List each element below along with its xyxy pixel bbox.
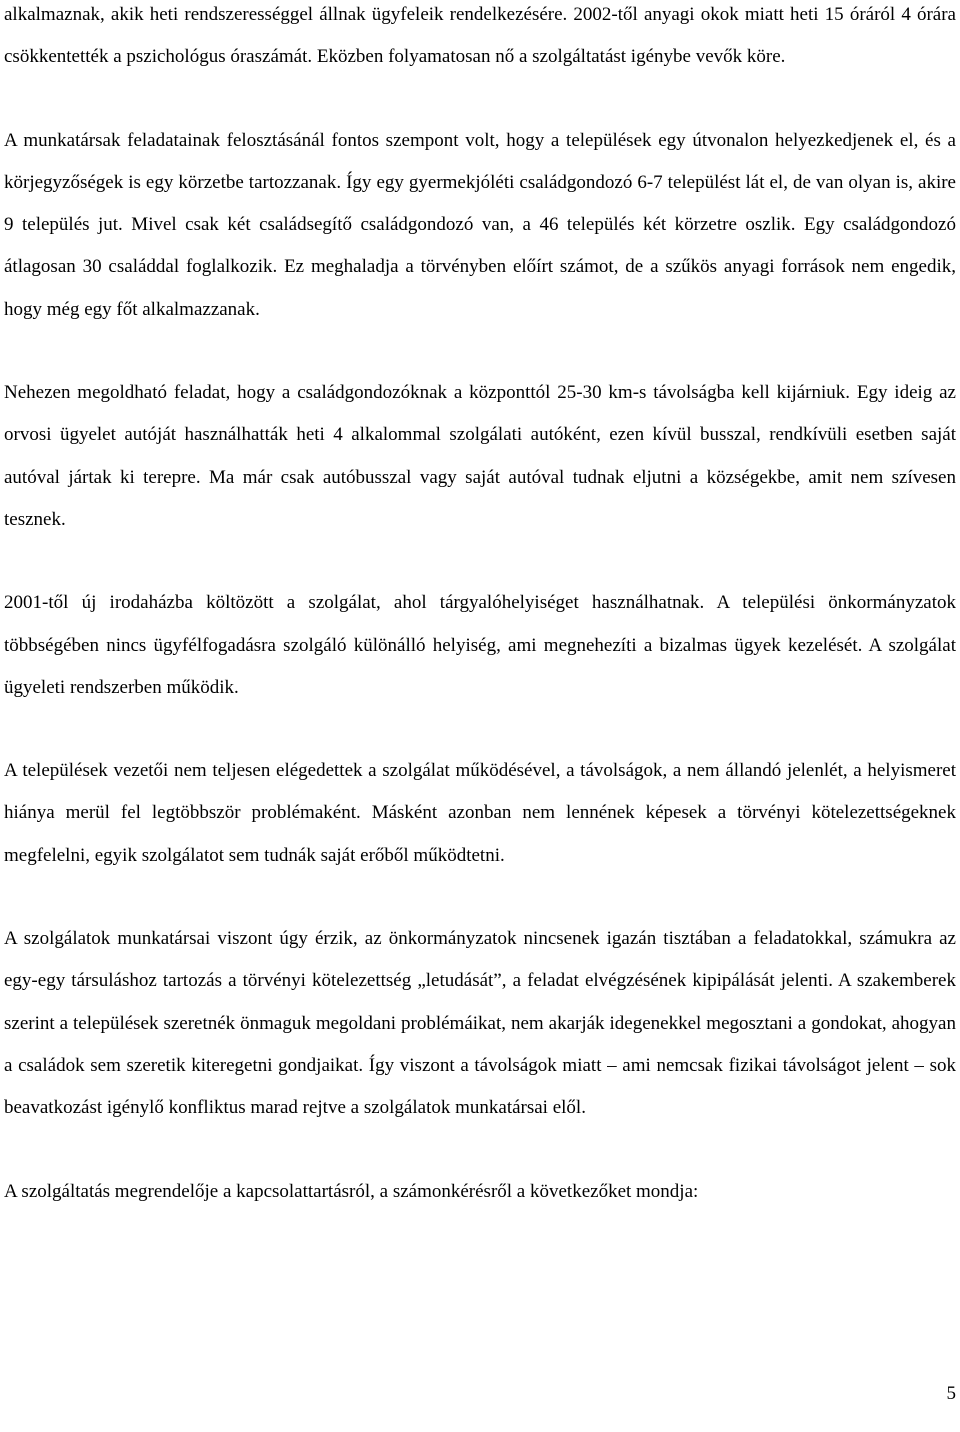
paragraph-6: A szolgálatok munkatársai viszont úgy érzik, az önkormányzatok nincsenek igazán tisztában a feladatokkal, számukra az egy-egy társuláshoz tartozás a törvényi kötelezettség „letudását”, a feladat elvégzésének kipipálását jelenti. A szakemberek szerint a települések szeretnék önmaguk megoldani problémáikat, nem akarják idegenekkel megosztani a gondokat, ahogyan a családok sem szeretik kiteregetni gondjaikat. Így viszont a távolságok miatt – ami nemcsak fizikai távolságot jelent – sok beavatkozást igénylő konfliktus marad rejtve a szolgálatok munkatársai elől.	[4, 928, 956, 1119]
page-number: 5	[946, 1383, 956, 1404]
paragraph-gap	[4, 709, 956, 750]
paragraph-2: A munkatársak feladatainak felosztásánál fontos szempont volt, hogy a települések egy útvonalon helyezkedjenek el, és a körjegyzőségek is egy körzetbe tartozzanak. Így egy gyermekjóléti családgondozó 6-7 települést lát el, de van olyan is, akire 9 település jut. Mivel csak két családsegítő családgondozó van, a 46 település két körzetre oszlik. Egy családgondozó átlagosan 30 családdal foglalkozik. Ez meghaladja a törvényben előírt számot, de a szűkös anyagi források nem engedik, hogy még egy főt alkalmazzanak.	[4, 129, 956, 320]
document-body	[4, 0, 956, 1213]
paragraph-gap	[4, 541, 956, 582]
paragraph-gap	[4, 877, 956, 918]
paragraph-gap	[4, 331, 956, 372]
paragraph-7: A szolgáltatás megrendelője a kapcsolattartásról, a számonkérésről a következőket mondja:	[4, 1180, 699, 1202]
paragraph-1: alkalmaznak, akik heti rendszerességgel állnak ügyfeleik rendelkezésére. 2002-től anyagi okok miatt heti 15 óráról 4 órára csökkentették a pszichológus óraszámát. Eközben folyamatosan nő a szolgáltatást igénybe vevők köre.	[4, 4, 956, 68]
paragraph-3: Nehezen megoldható feladat, hogy a családgondozóknak a központtól 25-30 km-s távolságba kell kijárniuk. Egy ideig az orvosi ügyelet autóját használhatták heti 4 alkalommal szolgálati autóként, ezen kívül busszal, rendkívüli esetben saját autóval jártak ki terepre. Ma már csak autóbusszal vagy saját autóval tudnak eljutni a községekbe, amit nem szívesen tesznek.	[4, 382, 956, 530]
paragraph-4: 2001-től új irodaházba költözött a szolgálat, ahol tárgyalóhelyiséget használhatnak. A települési önkormányzatok többségében nincs ügyfélfogadásra szolgáló különálló helyiség, ami megnehezíti a bizalmas ügyek kezelését. A szolgálat ügyeleti rendszerben működik.	[4, 592, 956, 698]
paragraph-gap	[4, 1130, 956, 1171]
paragraph-gap	[4, 79, 956, 120]
paragraph-5: A települések vezetői nem teljesen elégedettek a szolgálat működésével, a távolságok, a nem állandó jelenlét, a helyismeret hiánya merül fel legtöbbször problémaként. Másként azonban nem lennének képesek a törvényi kötelezettségeknek megfelelni, egyik szolgálatot sem tudnák saját erőből működtetni.	[4, 760, 956, 866]
